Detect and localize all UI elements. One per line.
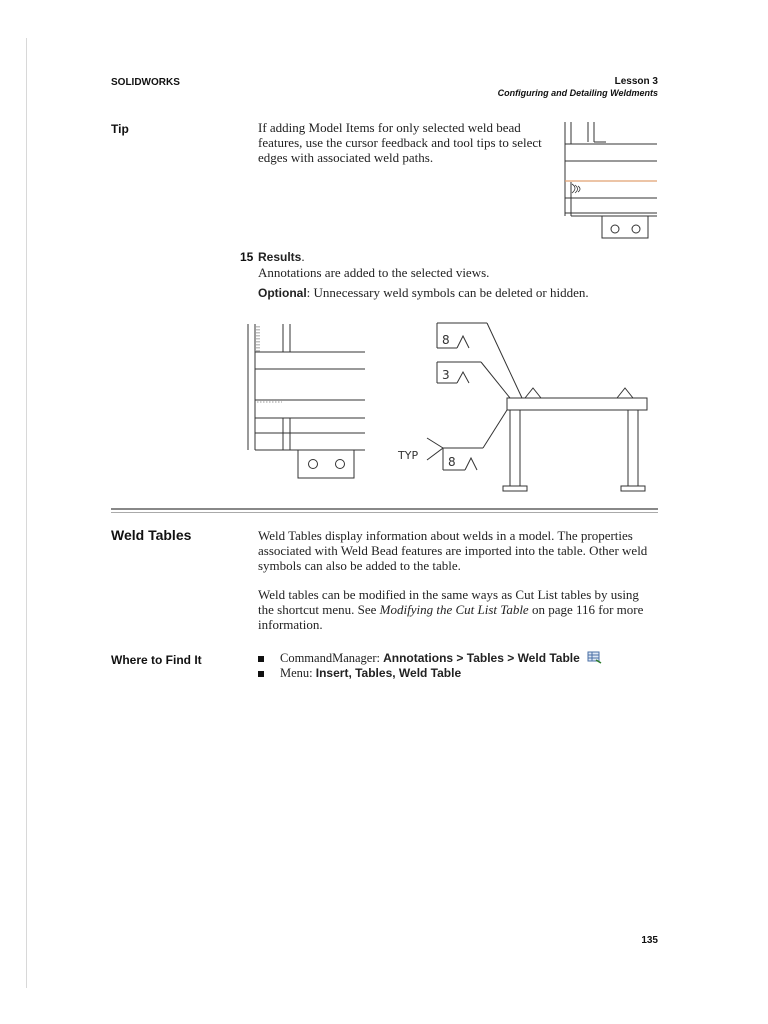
- step-number: 15: [240, 250, 254, 264]
- optional-label: Optional: [258, 286, 307, 300]
- item-prefix: CommandManager:: [280, 651, 384, 665]
- weld-tables-para1: Weld Tables display information about welds in a model. The properties associated with Weld Bead features are imported into the table. Other weld symbols can also be added to the table.: [258, 528, 648, 573]
- optional-text: : Unnecessary weld symbols can be deleted or hidden.: [306, 285, 589, 300]
- section-divider-bottom: [111, 512, 658, 513]
- weld-table-icon: [587, 651, 602, 664]
- header-chapter: Configuring and Detailing Weldments: [497, 88, 658, 98]
- where-to-find-heading: Where to Find It: [111, 653, 202, 667]
- page-margin-line: [26, 38, 27, 988]
- step-text: Annotations are added to the selected views.: [258, 265, 490, 280]
- weld-label-1: 8: [442, 333, 450, 347]
- tip-figure: [560, 118, 660, 243]
- weld-tables-para2: [258, 587, 658, 632]
- tip-text: If adding Model Items for only selected weld bead features, use the cursor feedback and tool tips to select edges with associated weld paths.: [258, 120, 542, 165]
- step-title-suffix: .: [301, 249, 305, 264]
- result-weld-symbol-figure: [395, 320, 660, 500]
- header-lesson: Lesson 3: [614, 76, 658, 87]
- header-product: SOLIDWORKS: [111, 77, 180, 88]
- step-block: [258, 249, 589, 301]
- weld-tables-heading: Weld Tables: [111, 527, 192, 543]
- item-prefix: Menu:: [280, 666, 316, 680]
- weld-label-typ: TYP: [398, 449, 419, 462]
- page-number: 135: [641, 935, 658, 946]
- para2-start: Weld tables can be modified in the same ways as Cut List tables by using the shortcut menu. See: [258, 587, 639, 617]
- weld-label-3: 8: [448, 455, 456, 469]
- where-to-find-list: [258, 651, 602, 681]
- item-path: Annotations > Tables > Weld Table: [383, 651, 580, 665]
- header-lesson-block: [498, 76, 658, 98]
- bullet-square-icon: [258, 656, 264, 662]
- weld-label-2: 3: [442, 368, 450, 382]
- step-title: Results: [258, 250, 302, 264]
- item-path: Insert, Tables, Weld Table: [315, 666, 462, 680]
- result-detail-figure: [245, 320, 370, 480]
- tip-label: Tip: [111, 122, 129, 136]
- section-divider-top: [111, 508, 658, 510]
- list-item: [258, 651, 602, 666]
- bullet-square-icon: [258, 671, 264, 677]
- cross-reference-link[interactable]: Modifying the Cut List Table: [379, 602, 529, 617]
- list-item: [258, 666, 602, 681]
- para2-end: on page 116 for more information.: [258, 602, 644, 632]
